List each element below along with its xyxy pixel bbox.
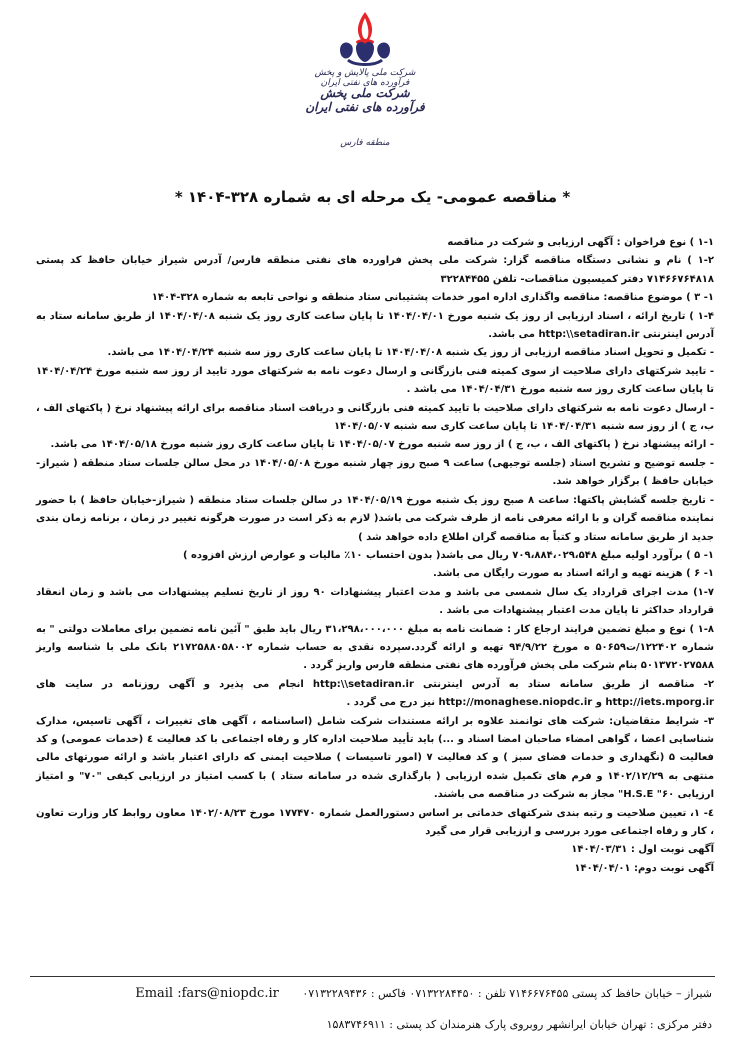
tender-body	[36, 234, 714, 878]
schedule-bid: - ارائه پیشنهاد نرخ ( پاکتهای الف ، ب، ج ) از روز سه شنبه مورخ ۱۴۰۴/۰۵/۰۷ تا پایان ساعت کاری روز شنبه مورخ ۱۴۰۴/۰۵/۱۸ می باشد.	[50, 439, 714, 451]
company-logo	[300, 6, 430, 156]
logo-subtitle: شرکت ملی پالایش و پخش فرآورده های نفتی ایران	[314, 68, 416, 88]
item-2: ۲- مناقصه از طریق سامانه ستاد به آدرس اینترنتی http:\\setadiran.ir انجام می پذیرد و آگهی روزنامه در سایت های http://iets.mporg.ir و http://monaghese.niopdc.ir نیز درج می گردد .	[36, 678, 714, 709]
item-1-8: ۱-۸ ) نوع و مبلغ تضمین فرایند ارجاع کار : ضمانت نامه به مبلغ ۳۱،۲۹۸،۰۰۰،۰۰۰ ریال باید طبق " آئین نامه تضمین برای معاملات دولتی " به شماره ۱۲۲۴۰۲/ت۵۰۶۵۹ ه مورخ ۹۴/۹/۲۲ تهیه و ارائه گردد.سپرده نقدی به حساب شماره ۲۱۷۲۵۸۸۰۵۸۰۰۲ بانک ملی با شناسه واریز ۵۰۱۳۷۲۰۲۷۵۸۸ بنام شرکت ملی پخش فرآورده های نفتی منطقه فارس واریز گردد .	[36, 623, 715, 672]
schedule-invite: - ارسال دعوت نامه به شرکتهای دارای صلاحیت با تایید کمیته فنی بازرگانی و دریافت اسناد مناقصه برای ارائه پیشنهاد نرخ ( پاکتهای الف ، ب، ج ) از روز سه شنبه ۱۴۰۴/۰۴/۳۱ تا پایان ساعت کاری سه شنبه ۱۴۰۴/۰۵/۰۷	[36, 402, 714, 433]
item-1-4: ۱-۴ ) تاریخ ارائه ، اسناد ارزیابی از روز یک شنبه مورخ ۱۴۰۴/۰۴/۰۱ تا پایان ساعت کاری روز یک شنبه ۱۴۰۴/۰۴/۰۸ از طریق سامانه ستاد به آدرس اینترنتی http:\\setadiran.ir می باشد.	[36, 310, 714, 341]
item-1-6: ۱- ۶ ) هزینه تهیه و ارائه اسناد به صورت رایگان می باشد.	[433, 568, 714, 580]
schedule-opening: - تاریخ جلسه گشایش پاکتها: ساعت ۸ صبح روز یک شنبه مورخ ۱۴۰۴/۰۵/۱۹ در سالن جلسات ستاد منطقه ( شیراز-خیابان حافظ ) با حضور نماینده مناقصه گران و با ارائه معرفی نامه از طرف شرکت می باشد( لازم به ذکر است در صورت هرگونه تغییر در زمان ، برنامه زمان بندی جدید از طریق سامانه ستاد و کتباً به مناقصه گران اطلاع داده خواهد شد )	[36, 494, 714, 543]
flame-drops-icon	[300, 6, 430, 76]
item-1-7: ۱-۷) مدت اجرای قرارداد یک سال شمسی می باشد و مدت اعتبار پیشنهادات ۹۰ روز از تاریخ تسلیم پیشنهادات می باشد و زمان انعقاد قرارداد حداکثر تا پایان مدت اعتبار پیشنهادات می باشد .	[36, 586, 714, 617]
item-3: ۳- شرایط متقاضیان: شرکت های توانمند علاوه بر ارائه مستندات شرکت شامل (اساسنامه ، آگهی های تغییرات ، آگهی تاسیس، مدارک شناسایی اعضا ، گواهی امضاء صاحبان امضا اسناد و ...) باید تأیید صلاحیت اداره کار و رفاه اجتماعی با کد فعالیت ٤ (خدمات عمومی) و کد فعالیت ۵ (نگهداری و خدمات فضای سبز ) و کد فعالیت ۷ (امور تاسیسات ) صلاحیت ایمنی که دارای اعتبار باشد و ارائه صورتهای مالی منتهی به ۱۴۰۲/۱۲/۲۹ و فرم های تکمیل شده ارزیابی ( بارگذاری شده در سامانه ستاد ) با کسب امتیاز در ارزیابی کیفی "۷۰" و امتیاز ارزیابی H.S.E "۶۰" مجاز به شرکت در مناقصه می باشند.	[36, 715, 715, 801]
logo-company-name: شرکت ملی پخش فرآورده های نفتی ایران	[305, 86, 425, 114]
schedule-submit: - تکمیل و تحویل اسناد مناقصه ارزیابی از روز یک شنبه ۱۴۰۴/۰۴/۰۸ تا پایان ساعت کاری روز سه شنبه ۱۴۰۴/۰۴/۲۴ می باشد.	[107, 347, 714, 359]
first-notice: آگهی نوبت اول : ۱۴۰۴/۰۳/۳۱	[571, 844, 714, 856]
footer-divider	[30, 976, 715, 977]
footer-contact	[36, 986, 712, 1001]
footer-email[interactable]: Email :fars@niopdc.ir	[135, 986, 279, 1001]
item-4: ٤- ۱، تعیین صلاحیت و رتبه بندی شرکتهای خدماتی بر اساس دستورالعمل شماره ۱۷۷۴۷۰ مورخ ۱۴۰۲/۰۸/۲۳ معاون روابط کار وزارت تعاون ، کار و رفاه اجتماعی مورد بررسی و ارزیابی قرار می گیرد	[36, 807, 715, 837]
schedule-approve: - تایید شرکتهای دارای صلاحیت از سوی کمیته فنی بازرگانی و ارسال دعوت نامه به شرکتهای مورد تایید از روز سه شنبه مورخ ۱۴۰۴/۰۴/۲۴ تا پایان ساعت کاری روز سه شنبه مورخ ۱۴۰۴/۰۴/۳۱ می باشد .	[36, 365, 714, 396]
item-1-1: ۱-۱ ) نوع فراخوان : آگهی ارزیابی و شرکت در مناقصه	[447, 237, 714, 248]
second-notice: آگهی نوبت دوم: ۱۴۰۴/۰۴/۰۱	[574, 862, 714, 874]
item-1-2: ۱-۲ ) نام و نشانی دستگاه مناقصه گزار: شرکت ملی پخش فراورده های نفتی منطقه فارس/ آدرس شیراز خیابان حافظ کد پستی ۷۱۴۶۶۷۶۴۸۱۸ دفتر کمیسیون مناقصات- تلفن ۳۲۲۸۴۴۵۵	[36, 255, 714, 285]
footer-central-office: دفتر مرکزی : تهران خیابان ایرانشهر روبروی پارک هنرمندان کد پستی : ۱۵۸۳۷۴۶۹۱۱	[326, 1018, 712, 1031]
item-1-3: ۱- ۳ ) موضوع مناقصه: مناقصه واگذاری اداره امور خدمات پشتیبانی ستاد منطقه و نواحی تابعه به شماره ۳۲۸-۱۴۰۴	[151, 292, 714, 304]
item-1-5: ۱- ۵ ) برآورد اولیه مبلغ ۷۰۹،۸۸۴،۰۲۹،۵۴۸ ریال می باشد( بدون احتساب ۱۰٪ مالیات و عوارض ارزش افزوده )	[182, 549, 714, 561]
schedule-briefing: - جلسه توضیح و تشریح اسناد (جلسه توجیهی) ساعت ۹ صبح روز چهار شنبه مورخ ۱۴۰۴/۰۵/۰۸ در محل سالن جلسات ستاد منطقه ( شیراز- خیابان حافظ ) برگزار خواهد شد.	[36, 457, 715, 488]
logo-region: منطقه فارس	[340, 138, 390, 148]
footer-address: شیراز – خیابان حافظ کد پستی ۷۱۴۶۶۷۶۴۵۵ تلفن : ۰۷۱۳۲۲۸۴۴۵۰ فاکس : ۰۷۱۳۲۲۸۹۴۳۶	[302, 987, 712, 1000]
tender-title: * مناقصه عمومی- یک مرحله ای به شماره ۳۲۸-۱۴۰۴ *	[174, 188, 571, 206]
